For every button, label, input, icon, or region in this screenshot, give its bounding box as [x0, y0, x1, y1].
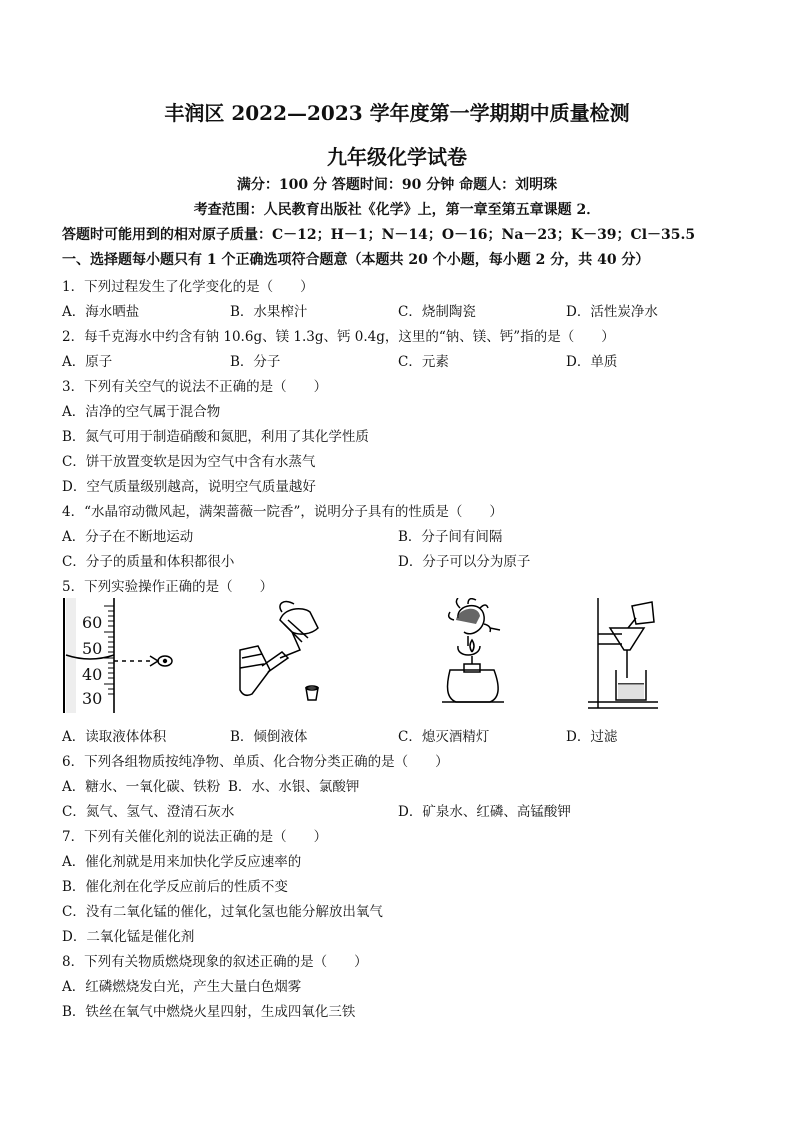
question-1-option-c: C．烧制陶瓷 — [398, 304, 476, 320]
exam-scope: 考查范围：人民教育出版社《化学》上，第一章至第五章课题 2． — [193, 202, 601, 218]
question-6-option-c: C．氮气、氢气、澄清石灰水 — [62, 804, 235, 820]
atomic-masses: 答题时可能用到的相对原子质量：C－12；H－1；N－14；O－16；Na－23；K－39；Cl－35.5 — [62, 227, 696, 243]
question-5-option-a: A．读取液体体积 — [62, 729, 167, 745]
question-2-stem: 2．每千克海水中约含有钠 10.6g、镁 1.3g、钙 0.4g，这里的“钠、镁、钙”指的是（ ） — [62, 329, 615, 345]
question-2-option-d: D．单质 — [566, 354, 618, 370]
question-4-option-b: B．分子间有间隔 — [398, 529, 503, 545]
question-1-stem: 1．下列过程发生了化学变化的是（ ） — [62, 279, 314, 295]
exam-subtitle: 九年级化学试卷 — [327, 145, 467, 169]
question-8-option-b: B．铁丝在氧气中燃烧火星四射，生成四氧化三铁 — [62, 1004, 356, 1020]
question-5-option-c: C．熄灭酒精灯 — [398, 729, 490, 745]
question-4-option-d: D．分子可以分为原子 — [398, 554, 531, 570]
question-7-option-b: B．催化剂在化学反应前后的性质不变 — [62, 879, 288, 895]
question-7-stem: 7．下列有关催化剂的说法正确的是（ ） — [62, 829, 328, 845]
blowing-alcohol-lamp-icon — [428, 598, 528, 713]
question-1-option-b: B．水果榨汁 — [230, 304, 308, 320]
question-2-option-c: C．元素 — [398, 354, 449, 370]
question-4-stem: 4．“水晶帘动微风起，满架蔷薇一院香”，说明分子具有的性质是（ ） — [62, 504, 503, 520]
question-1-option-d: D．活性炭净水 — [566, 304, 658, 320]
question-2-option-b: B．分子 — [230, 354, 281, 370]
filtration-apparatus-icon — [588, 598, 668, 713]
question-6-option-a: A．糖水、一氧化碳、铁粉 — [62, 779, 221, 795]
pouring-liquid-icon — [222, 598, 332, 713]
question-3-option-c: C．饼干放置变软是因为空气中含有水蒸气 — [62, 454, 316, 470]
scale-label-40: 40 — [82, 665, 103, 684]
question-3-stem: 3．下列有关空气的说法不正确的是（ ） — [62, 379, 328, 395]
scale-label-60: 60 — [82, 613, 103, 632]
question-3-option-b: B．氮气可用于制造硝酸和氮肥，利用了其化学性质 — [62, 429, 369, 445]
question-4-option-c: C．分子的质量和体积都很小 — [62, 554, 235, 570]
question-3-option-a: A．洁净的空气属于混合物 — [62, 404, 221, 420]
scale-label-50: 50 — [82, 639, 103, 658]
question-6-option-d: D．矿泉水、红磷、高锰酸钾 — [398, 804, 571, 820]
question-2-option-a: A．原子 — [62, 354, 113, 370]
question-5-option-b: B．倾倒液体 — [230, 729, 308, 745]
question-6-option-b: B．水、水银、氯酸钾 — [228, 779, 360, 795]
section-heading: 一、选择题每小题只有 1 个正确选项符合题意（本题共 20 个小题，每小题 2 分，共 40 分） — [62, 252, 650, 268]
question-5-stem: 5．下列实验操作正确的是（ ） — [62, 579, 274, 595]
scale-label-30: 30 — [82, 689, 103, 708]
question-8-option-a: A．红磷燃烧发白光，产生大量白色烟雾 — [62, 979, 302, 995]
question-7-option-c: C．没有二氧化锰的催化，过氧化氢也能分解放出氧气 — [62, 904, 383, 920]
question-7-option-a: A．催化剂就是用来加快化学反应速率的 — [62, 854, 302, 870]
question-5-option-d: D．过滤 — [566, 729, 618, 745]
exam-info: 满分：100 分 答题时间：90 分钟 命题人：刘明珠 — [236, 177, 558, 193]
question-4-option-a: A．分子在不断地运动 — [62, 529, 194, 545]
exam-title: 丰润区 2022—2023 学年度第一学期期中质量检测 — [164, 101, 630, 125]
question-7-option-d: D．二氧化锰是催化剂 — [62, 929, 195, 945]
question-1-option-a: A．海水晒盐 — [62, 304, 140, 320]
question-3-option-d: D．空气质量级别越高，说明空气质量越好 — [62, 479, 316, 495]
question-8-stem: 8．下列有关物质燃烧现象的叙述正确的是（ ） — [62, 954, 368, 970]
question-6-stem: 6．下列各组物质按纯净物、单质、化合物分类正确的是（ ） — [62, 754, 449, 770]
